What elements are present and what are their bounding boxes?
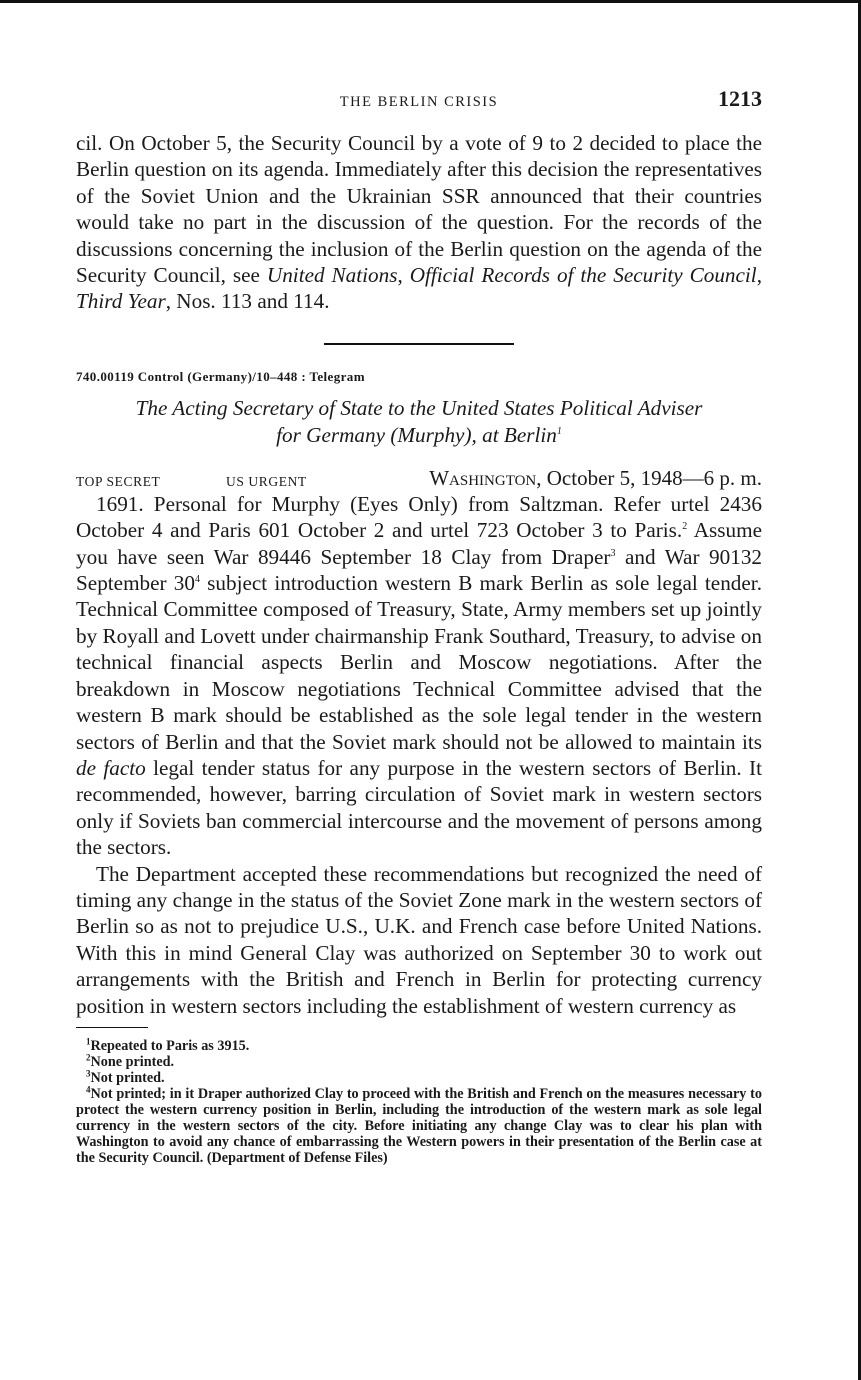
document-title — [76, 395, 762, 449]
footnote-number: 1 — [86, 1036, 91, 1047]
citation-united-nations: United Nations — [266, 263, 398, 288]
telegram-paragraph-1 — [76, 491, 762, 861]
footnote-number: 3 — [86, 1068, 91, 1079]
footnote-ref-1: 1 — [556, 425, 562, 437]
continued-text: cil. On October 5, the Security Council by a vote of 9 to 2 decided to place the Berlin question on its agenda. Immediately after this decision the representatives of the Soviet Union and the Ukrainian SSR announced that their countries would take no part in the discussion of the question. For the records of the discussions concerning the inclusion of the Berlin question on the agenda of the Security Council, see — [76, 131, 762, 288]
paragraph-1-text: Assume you have seen War 89446 September 18 Clay from Draper — [76, 518, 762, 569]
footnote-number: 2 — [86, 1052, 91, 1063]
citation-separator: , — [756, 263, 762, 288]
urgency-label: US URGENT — [226, 473, 307, 489]
page-content — [76, 86, 762, 1166]
footnote-text: Not printed; in it Draper authorized Clay to proceed with the British and French on the measures necessary to protect the western currency position in Berlin, including the introduction of the western mark as sole legal currency in the western sectors of the city. Before initiating any change Clay was to clear his plan with Washington to avoid any chance of embarrassing the Western powers in their presentation of the Berlin case at the Security Council. (Department of Defense Files) — [76, 1085, 762, 1166]
paragraph-1-text: and War 90132 September 30 — [76, 544, 763, 596]
footnote-1 — [76, 1038, 762, 1054]
citation-numbers: , Nos. 113 and 114. — [165, 289, 330, 314]
continued-paragraph — [76, 130, 762, 315]
citation-separator: , — [397, 263, 410, 288]
citation-third-year: Third Year — [76, 289, 166, 314]
page-top-edge — [0, 0, 861, 3]
footnote-ref-4: 4 — [194, 574, 200, 585]
telegram-paragraph-2: The Department accepted these recommendations but recognized the need of timing any change in the status of the Soviet Zone mark in the western sectors of Berlin so as not to prejudice U.S., U.K. and French case before United Nations. With this in mind General Clay was authorized on September 30 to work out arrangements with the British and French in Berlin for protecting currency position in western sectors including the establishment of western currency as — [76, 861, 762, 1018]
date-text: , October 5, 1948—6 p. m. — [536, 465, 762, 490]
footnote-4 — [76, 1086, 762, 1166]
footnote-text: Repeated to Paris as 3915. — [90, 1037, 250, 1054]
section-divider — [324, 343, 514, 345]
document-title-line-2: for Germany (Murphy), at Berlin — [276, 422, 557, 447]
footnotes — [76, 1038, 762, 1166]
paragraph-1-text: legal tender status for any purpose in the western sectors of Berlin. It recommended, however, barring circulation of Soviet mark in western sectors only if Soviets ban commercial intercourse and the movement of persons among the sectors. — [76, 755, 762, 860]
page-header — [76, 86, 762, 118]
paragraph-1-text: subject introduction western B mark Berlin as sole legal tender. Technical Committee composed of Treasury, State, Army members set up jointly by Royall and Lovett under chairmanship Frank Southard, Treasury, to advise on technical financial aspects Berlin and Moscow negotiations. After the breakdown in Moscow negotiations Technical Committee advised that the western B mark should be established as the sole legal tender in the western sectors of Berlin and that the Soviet mark should not be allowed to maintain its — [76, 571, 762, 754]
running-head: THE BERLIN CRISIS — [339, 94, 499, 110]
footnote-2 — [76, 1054, 762, 1070]
footnote-number: 4 — [86, 1084, 91, 1095]
footnote-text: None printed. — [90, 1053, 175, 1070]
footnote-divider — [76, 1027, 148, 1028]
classification-label: TOP SECRET — [76, 473, 161, 489]
footnote-ref-3: 3 — [610, 547, 616, 559]
de-facto-phrase: de facto — [76, 755, 146, 780]
file-reference: 740.00119 Control (Germany)/10–448 : Telegram — [76, 368, 365, 384]
place-name: Washington — [429, 465, 537, 490]
paragraph-1-text: 1691. Personal for Murphy (Eyes Only) from Saltzman. Refer urtel 2436 October 4 and Paris 601 October 2 and urtel 723 October 3 to Paris. — [76, 491, 762, 543]
footnote-3 — [76, 1070, 762, 1086]
place-date — [429, 465, 762, 491]
citation-official-records: Official Records of the Security Council — [409, 263, 757, 288]
footnote-text: Not printed. — [90, 1069, 165, 1086]
footnote-ref-2: 2 — [682, 521, 688, 533]
dateline — [76, 465, 762, 491]
page-number: 1213 — [718, 86, 762, 111]
document-title-line-1: The Acting Secretary of State to the United States Political Adviser — [135, 395, 703, 420]
